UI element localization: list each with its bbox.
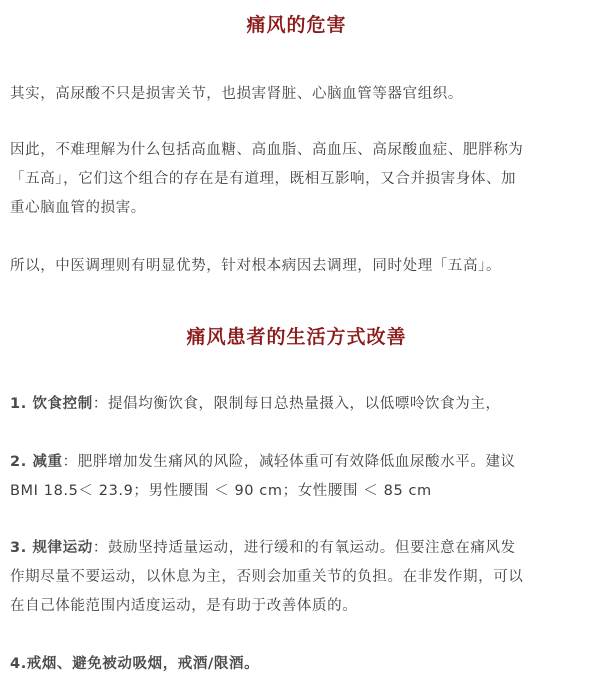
paragraph-line: 其实，高尿酸不只是损害关节，也损害肾脏、心脑血管等器官组织。: [10, 86, 463, 102]
list-item-label: 1. 饮食控制: [10, 396, 93, 412]
list-item-exercise: [10, 534, 583, 621]
paragraph-harm-intro: [10, 80, 583, 109]
paragraph-line: 所以，中医调理则有明显优势，针对根本病因去调理，同时处理「五高」。: [10, 258, 502, 274]
list-item-text: ：鼓励坚持适量运动，进行缓和的有氧运动。但要注意在痛风发: [92, 540, 516, 556]
list-item-label: 4.戒烟、避免被动吸烟，戒酒/限酒。: [10, 656, 260, 672]
list-item-text: ：提倡均衡饮食，限制每日总热量摄入，以低嘌呤饮食为主，: [92, 396, 501, 412]
list-item-label: 3. 规律运动: [10, 540, 93, 556]
paragraph-line: 因此，不难理解为什么包括高血糖、高血脂、高血压、高尿酸血症、肥胖称为: [10, 142, 524, 158]
list-item-diet: [10, 390, 583, 419]
paragraph-five-highs: [10, 136, 583, 223]
paragraph-line: 重心脑血管的损害。: [10, 200, 146, 216]
section-heading-lifestyle: 痛风患者的生活方式改善: [186, 326, 407, 348]
list-item-text: 在自己体能范围内适度运动，是有助于改善体质的。: [10, 598, 358, 614]
paragraph-tcm-advantage: [10, 252, 583, 281]
list-item-smoking: [10, 650, 583, 679]
paragraph-line: 「五高」，它们这个组合的存在是有道理，既相互影响，又合并损害身体、加: [10, 171, 517, 187]
list-item-text: ：肥胖增加发生痛风的风险，减轻体重可有效降低血尿酸水平。建议: [62, 454, 516, 470]
list-item-text: BMI 18.5＜ 23.9；男性腰围 ＜ 90 cm；女性腰围 ＜ 85 cm: [10, 483, 432, 499]
list-item-weight: [10, 448, 583, 506]
section-heading-gout-harm: 痛风的危害: [246, 14, 347, 36]
list-item-text: 作期尽量不要运动，以休息为主，否则会加重关节的负担。在非发作期，可以: [10, 569, 524, 585]
list-item-label: 2. 减重: [10, 454, 63, 470]
